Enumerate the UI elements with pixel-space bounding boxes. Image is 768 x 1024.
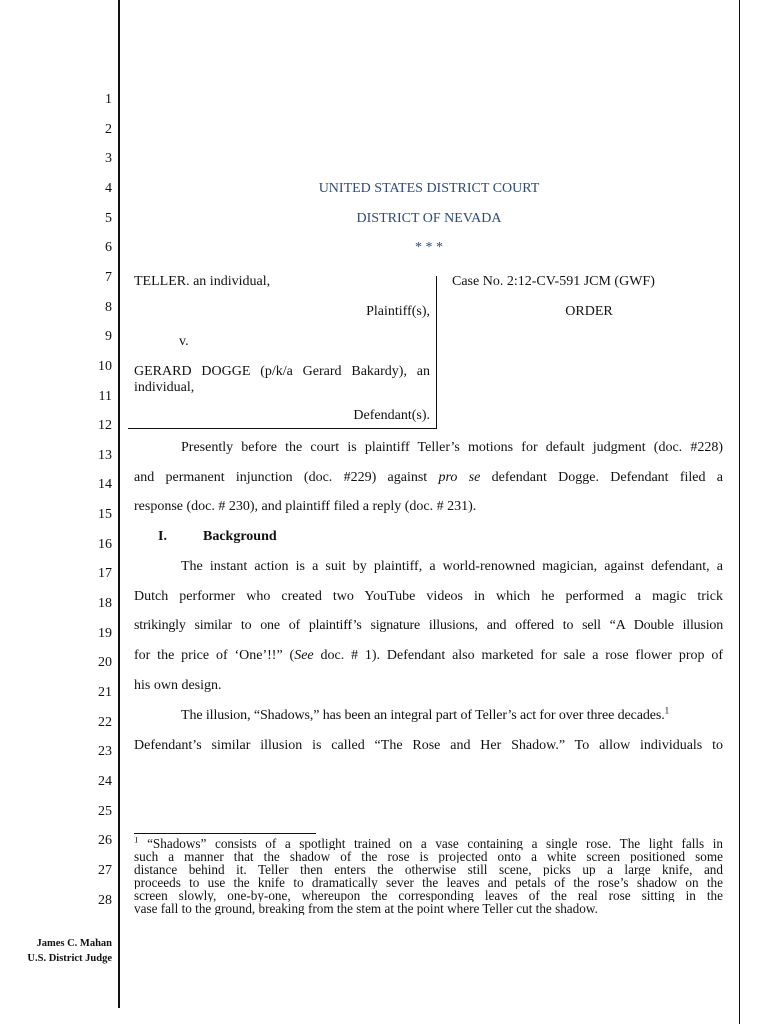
section-heading: Background [203,529,277,544]
judge-name: James C. Mahan [36,938,112,949]
case-number: Case No. 2:12-CV-591 JCM (GWF) [452,274,655,289]
line-number: 13 [98,448,112,463]
footnote-line-1 [134,837,723,850]
district-name: DISTRICT OF NEVADA [356,211,502,226]
paragraph-2-line-5: his own design. [134,678,222,693]
line-number: 12 [98,418,112,433]
p1-l2-italic: pro se [438,470,481,485]
paragraph-2-line-4 [134,648,723,664]
line-number: 10 [98,359,112,374]
line-number: 4 [105,181,112,196]
line-number: 9 [105,329,112,344]
line-number: 18 [98,596,112,611]
footnote-line-3: distance behind it. Teller then enters the otherwise still scene, picks up a large knife, and [134,863,723,876]
line-number: 14 [98,477,112,492]
caption-divider-vertical [436,276,437,428]
judge-title: U.S. District Judge [27,953,112,964]
right-margin-rule [739,0,740,1024]
p2-l4-italic: See [294,648,314,663]
document-title: ORDER [565,304,613,319]
line-number: 2 [105,122,112,137]
defendant-name-line2: individual, [134,380,195,395]
paragraph-1-line-3: response (doc. # 230), and plaintiff filed a reply (doc. # 231). [134,499,477,514]
paragraph-1-line-1: Presently before the court is plaintiff Teller’s motions for default judgment (doc. #228) [181,440,723,455]
line-number: 6 [105,240,112,255]
court-name: UNITED STATES DISTRICT COURT [318,181,540,196]
line-number: 24 [98,774,112,789]
footnote-reference: 1 [664,705,670,716]
p1-l2-text-a: and permanent injunction (doc. #229) against [134,470,439,485]
line-number: 20 [98,655,112,670]
p1-l2-text-b: defendant Dogge. Defendant filed a [480,470,723,485]
paragraph-3-line-2: Defendant’s similar illusion is called “The Rose and Her Shadow.” To allow individuals to [134,738,723,753]
line-number: 19 [98,626,112,641]
left-margin-rule [118,0,120,1008]
defendant-name-line1: GERARD DOGGE (p/k/a Gerard Bakardy), an [134,364,430,379]
p2-l4-text-b: doc. # 1). Defendant also marketed for sale a rose flower prop of [313,648,723,663]
section-number: I. [158,529,167,544]
line-number: 3 [105,151,112,166]
footnote-marker: 1 [134,837,139,845]
paragraph-2-line-2: Dutch performer who created two YouTube videos in which he performed a magic trick [134,589,723,604]
defendant-role: Defendant(s). [353,408,430,423]
line-number: 22 [98,715,112,730]
line-number: 15 [98,507,112,522]
plaintiff-role: Plaintiff(s), [366,304,430,319]
caption-divider-horizontal [128,428,437,429]
paragraph-3-line-1 [181,705,670,724]
paragraph-1-line-2 [134,470,723,486]
footnote-line-6: vase fall to the ground, breaking from the stem at the point where Teller cut the shadow. [134,902,598,915]
paragraph-2-line-3: strikingly similar to one of plaintiff’s signature illusions, and offered to sell “A Double illusion [134,618,723,633]
footnote-line-2: such a manner that the shadow of the rose is projected onto a white screen positioned some [134,850,723,863]
paragraph-2-line-1: The instant action is a suit by plaintiff, a world-renowned magician, against defendant, a [181,559,723,574]
line-number: 26 [98,833,112,848]
section-stars: * * * [415,240,443,255]
line-number: 21 [98,685,112,700]
line-number: 16 [98,537,112,552]
plaintiff-name: TELLER. an individual, [134,274,271,289]
line-number: 17 [98,566,112,581]
footnote-1 [134,837,723,915]
line-number: 27 [98,863,112,878]
p2-l4-text-a: for the price of ‘One’!!” ( [134,648,295,663]
footnote-line-5: screen slowly, one-by-one, whereupon the corresponding leaves of the real rose sitting in the [134,889,723,902]
line-number: 5 [105,211,112,226]
line-number: 1 [105,92,112,107]
footnote-line-1-text: “Shadows” consists of a spotlight trained on a vase containing a single rose. The light falls in [138,837,723,850]
footnote-line-4: proceeds to use the knife to dramatically sever the leaves and petals of the rose’s shadow on the [134,876,723,889]
p3-l1-text: The illusion, “Shadows,” has been an integral part of Teller’s act for over three decades. [181,708,665,723]
footnote-separator [134,833,316,834]
line-number: 25 [98,804,112,819]
versus-label: v. [179,334,189,349]
line-number: 8 [105,300,112,315]
line-number: 23 [98,744,112,759]
line-number: 7 [105,270,112,285]
line-number: 11 [98,389,112,404]
line-number: 28 [98,893,112,908]
